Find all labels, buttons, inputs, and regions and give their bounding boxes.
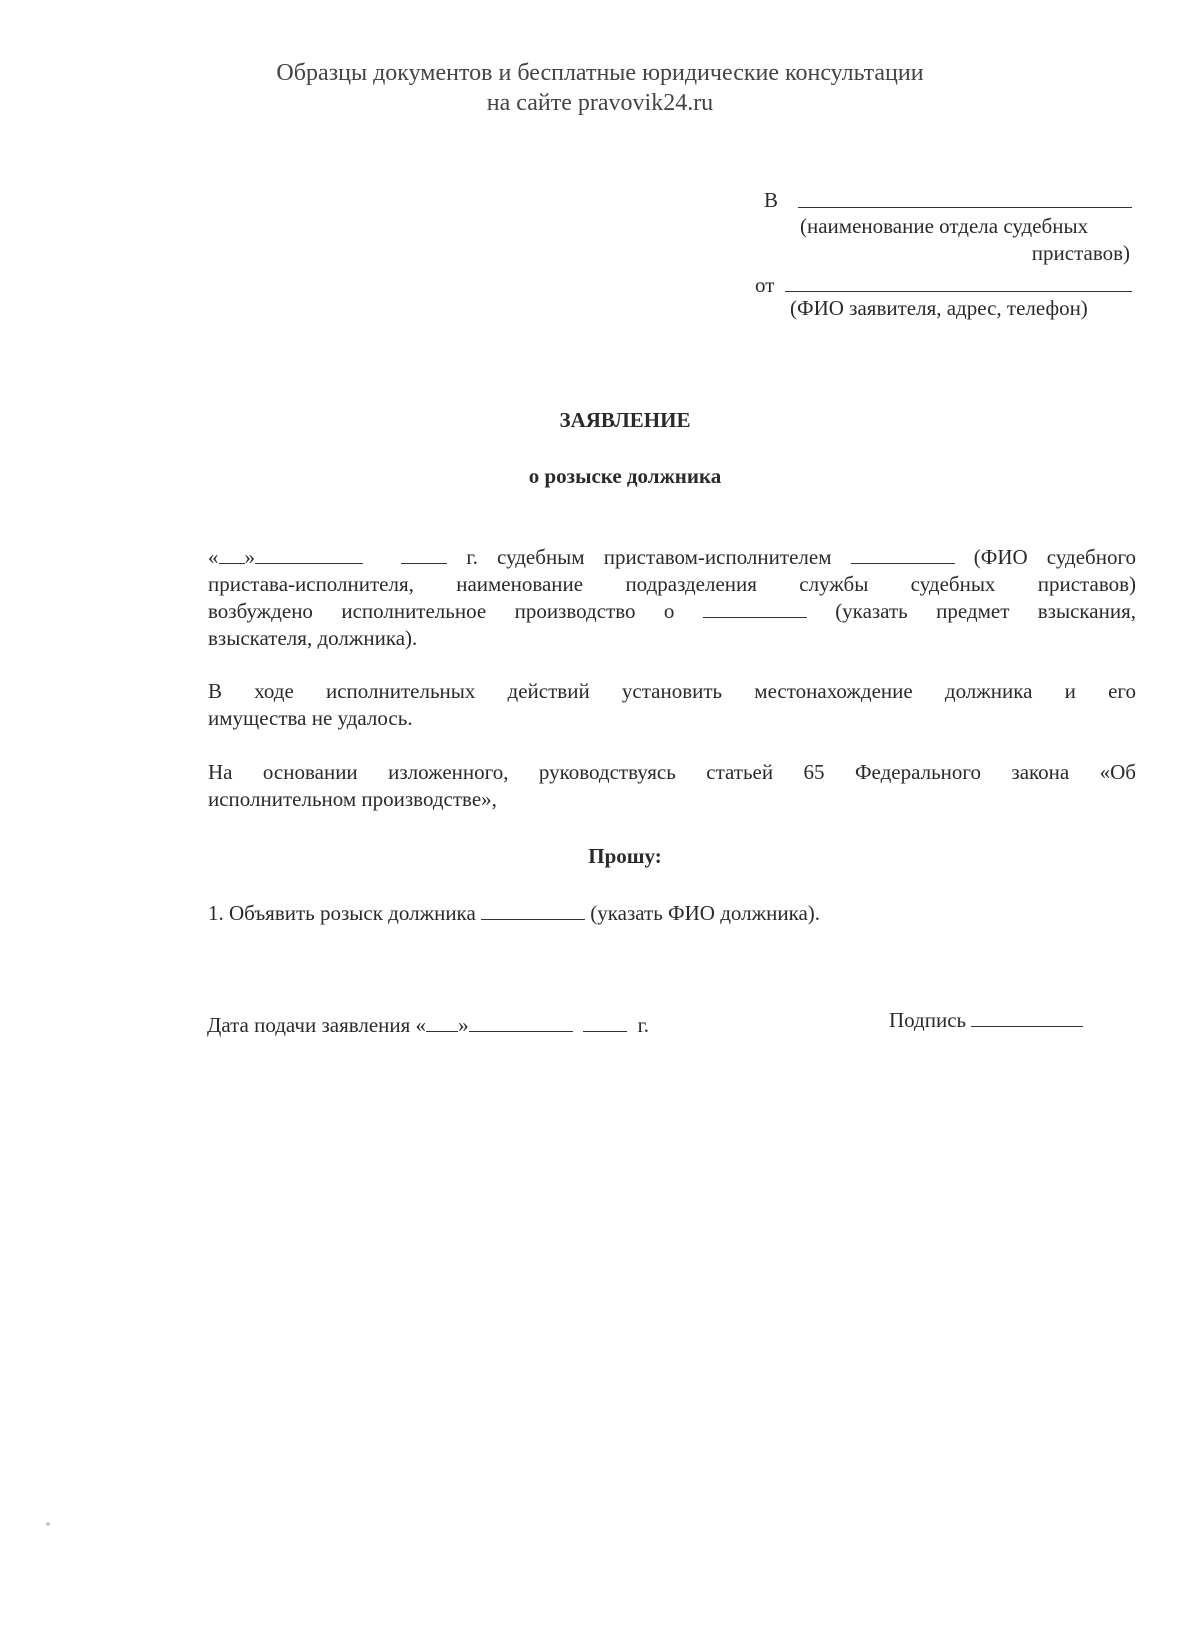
quote-open: « bbox=[208, 545, 219, 569]
footer-year-suffix: г. bbox=[637, 1013, 650, 1037]
to-hint-line-1: (наименование отдела судебных bbox=[800, 214, 1089, 238]
paragraph-2-line-1: В ходе исполнительных действий установить местонахождение должника и его bbox=[208, 679, 1136, 703]
bailiff-name-blank bbox=[851, 545, 955, 564]
from-blank-line bbox=[785, 291, 1132, 292]
date-month-blank bbox=[255, 545, 363, 564]
date-label: Дата подачи заявления « bbox=[207, 1013, 427, 1037]
quote-close: » bbox=[244, 545, 255, 569]
banner-line-2: на сайте pravovik24.ru bbox=[486, 90, 714, 116]
paragraph-2-line-2: имущества не удалось. bbox=[208, 706, 413, 730]
from-prefix: от bbox=[755, 273, 775, 297]
paragraph-1-line-3 bbox=[208, 598, 1136, 625]
paragraph-1-line-4: взыскателя, должника). bbox=[208, 626, 418, 650]
date-year-blank bbox=[401, 545, 447, 564]
paragraph-3-line-1: На основании изложенного, руководствуясь статьей 65 Федерального закона «Об bbox=[208, 760, 1136, 784]
subject-blank bbox=[703, 599, 807, 618]
paragraph-1-line-1 bbox=[208, 544, 1136, 571]
to-blank-line bbox=[798, 207, 1132, 208]
document-subtitle: о розыске должника bbox=[528, 464, 722, 488]
paragraph-1-line-3-text2: (указать предмет взыскания, bbox=[835, 599, 1137, 623]
paragraph-1-line-2: пристава-исполнителя, наименование подразделения службы судебных приставов) bbox=[208, 572, 1136, 596]
document-title: ЗАЯВЛЕНИЕ bbox=[559, 408, 691, 432]
paragraph-1-line-1-start bbox=[208, 545, 447, 569]
request-item-1-text2: (указать ФИО должника). bbox=[590, 901, 821, 925]
request-item-1-text1: 1. Объявить розыск должника bbox=[208, 901, 476, 925]
paragraph-3 bbox=[208, 759, 1136, 813]
paragraph-3-line-2: исполнительном производстве», bbox=[208, 787, 497, 811]
paragraph-2 bbox=[208, 678, 1136, 732]
signature-label: Подпись bbox=[889, 1008, 967, 1032]
to-prefix: В bbox=[764, 188, 779, 212]
footer-quote-close: » bbox=[458, 1013, 469, 1037]
scan-speck bbox=[46, 1522, 50, 1526]
debtor-name-blank bbox=[481, 901, 585, 920]
signature-blank bbox=[971, 1008, 1083, 1027]
footer-day-blank bbox=[426, 1013, 458, 1032]
paragraph-1-line-3-text1: возбуждено исполнительное производство о bbox=[208, 599, 675, 623]
banner-line-1: Образцы документов и бесплатные юридические консультации bbox=[276, 60, 924, 86]
footer-year-blank bbox=[583, 1013, 627, 1032]
footer-month-blank bbox=[469, 1013, 573, 1032]
request-item-1 bbox=[208, 901, 820, 926]
submission-date bbox=[207, 1013, 649, 1038]
signature bbox=[889, 1008, 1083, 1033]
request-heading: Прошу: bbox=[588, 844, 662, 868]
paragraph-1-line-1-text2: (ФИО судебного bbox=[973, 545, 1137, 569]
from-hint: (ФИО заявителя, адрес, телефон) bbox=[790, 296, 1088, 320]
to-hint-line-2: приставов) bbox=[1031, 241, 1130, 265]
paragraph-1-line-1-text1: г. судебным приставом-исполнителем bbox=[466, 545, 832, 569]
paragraph-1 bbox=[208, 544, 1136, 652]
date-day-blank bbox=[219, 545, 245, 564]
